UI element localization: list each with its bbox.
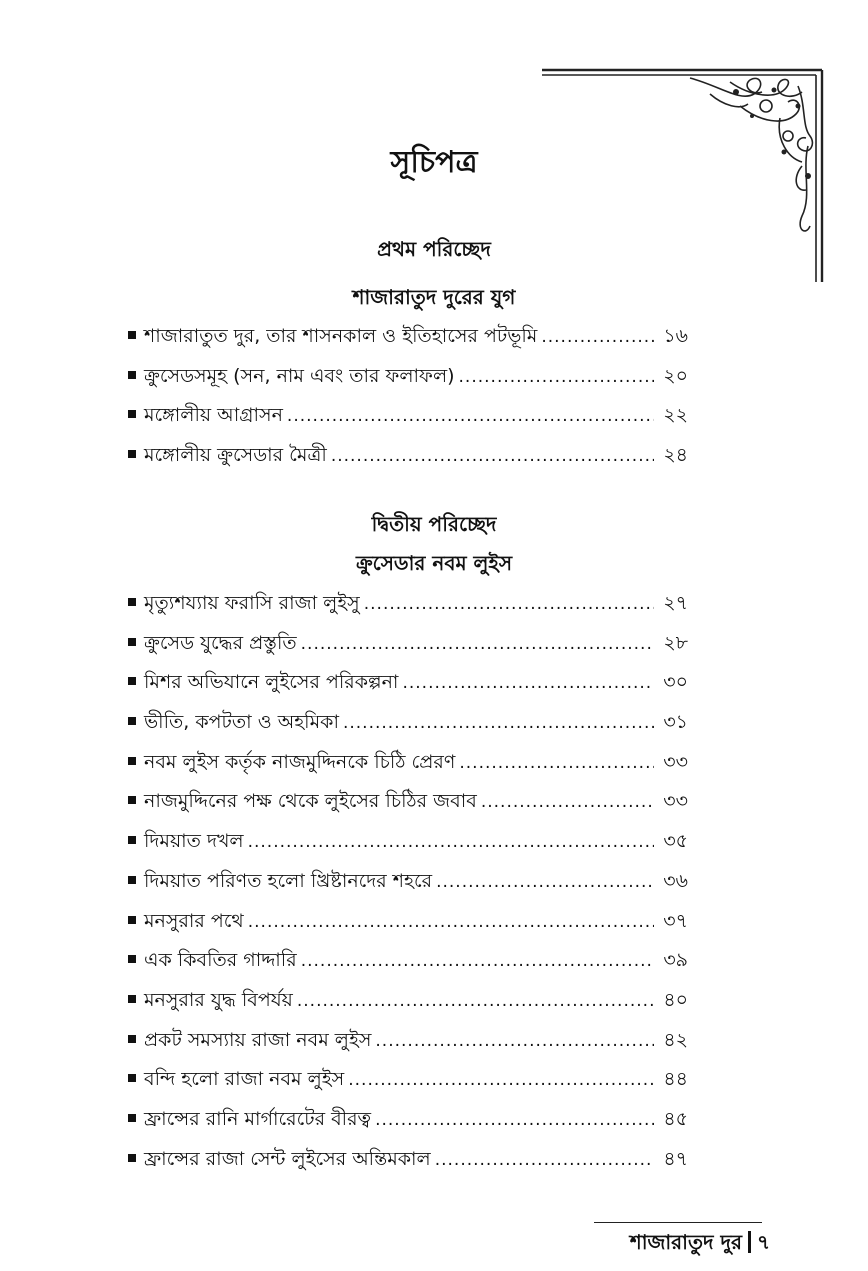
bullet-icon — [128, 876, 136, 884]
toc-entry-title: ক্রুসেডসমূহ (সন, নাম এবং তার ফলাফল) — [144, 364, 455, 387]
dot-leader — [287, 406, 654, 426]
dot-leader — [364, 594, 654, 614]
toc-entry-page: ৩৩ — [663, 790, 688, 813]
toc-entry-title: মঙ্গোলীয় আগ্রাসন — [144, 404, 283, 427]
dot-leader — [248, 912, 654, 932]
chapter-1-toc — [128, 322, 688, 481]
dot-leader — [435, 1150, 654, 1170]
toc-entry[interactable] — [128, 708, 688, 748]
toc-entry[interactable] — [128, 322, 688, 362]
bullet-icon — [128, 836, 136, 844]
toc-entry-page: ৪৭ — [663, 1147, 688, 1170]
dot-leader — [331, 446, 654, 466]
toc-entry-title: ভীতি, কপটতা ও অহমিকা — [144, 711, 339, 734]
toc-entry-page: ৪৫ — [663, 1107, 688, 1130]
toc-entry[interactable] — [128, 946, 688, 986]
dot-leader — [348, 1070, 654, 1090]
chapter-1-label: প্রথম পরিচ্ছেদ — [377, 237, 491, 261]
bullet-icon — [128, 1074, 136, 1082]
dot-leader — [402, 673, 654, 693]
dot-leader — [343, 713, 654, 733]
toc-entry-page: ২০ — [663, 364, 688, 387]
toc-entry-page: ৩১ — [663, 711, 688, 734]
toc-entry-page: ৪০ — [663, 988, 688, 1011]
toc-entry-title: নাজমুদ্দিনের পক্ষ থেকে লুইসের চিঠির জবাব — [144, 790, 477, 813]
toc-entry-title: মনসুরার পথে — [144, 909, 244, 932]
toc-entry-page: ১৬ — [663, 325, 688, 347]
dot-leader — [375, 1110, 654, 1130]
footer-separator — [748, 1231, 751, 1253]
bullet-icon — [128, 598, 136, 606]
toc-entry[interactable] — [128, 867, 688, 907]
toc-entry-page: ৪২ — [663, 1028, 688, 1051]
dot-leader — [481, 792, 654, 812]
toc-entry-title: শাজারাতুত দুর, তার শাসনকাল ও ইতিহাসের পটভূমি — [144, 325, 538, 347]
toc-entry[interactable] — [128, 1026, 688, 1066]
toc-entry-page: ২২ — [663, 404, 688, 427]
dot-leader — [375, 1031, 654, 1051]
toc-entry[interactable] — [128, 986, 688, 1026]
dot-leader — [301, 634, 654, 654]
bullet-icon — [128, 757, 136, 765]
toc-entry-page: ৪৪ — [663, 1068, 688, 1091]
bullet-icon — [128, 995, 136, 1003]
toc-entry-page: ৩৫ — [663, 830, 688, 853]
bullet-icon — [128, 955, 136, 963]
bullet-icon — [128, 331, 136, 339]
toc-entry-page: ২৮ — [663, 631, 688, 654]
toc-entry-title: মিশর অভিযানে লুইসের পরিকল্পনা — [144, 671, 399, 694]
toc-entry[interactable] — [128, 362, 688, 402]
toc-entry-title: মৃত্যুশয্যায় ফরাসি রাজা লুইসু — [144, 592, 360, 614]
toc-entry-title: দিময়াত পরিণত হলো খ্রিষ্টানদের শহরে — [144, 869, 433, 892]
toc-entry-title: ক্রুসেড যুদ্ধের প্রস্তুতি — [144, 631, 297, 654]
toc-entry-title: নবম লুইস কর্তৃক নাজমুদ্দিনকে চিঠি প্রেরণ — [144, 750, 456, 773]
dot-leader — [248, 832, 654, 852]
bullet-icon — [128, 1035, 136, 1043]
toc-entry[interactable] — [128, 748, 688, 788]
bullet-icon — [128, 410, 136, 418]
toc-entry[interactable] — [128, 668, 688, 708]
chapter-2-title: ক্রুসেডার নবম লুইস — [355, 551, 513, 575]
bullet-icon — [128, 916, 136, 924]
toc-entry-title: মনসুরার যুদ্ধ বিপর্যয় — [144, 988, 293, 1011]
bullet-icon — [128, 371, 136, 379]
bullet-icon — [128, 796, 136, 804]
bullet-icon — [128, 638, 136, 646]
toc-entry-page: ৩৯ — [663, 949, 688, 972]
dot-leader — [459, 753, 654, 773]
toc-entry-title: দিময়াত দখল — [144, 830, 244, 853]
toc-entry-title: মঙ্গোলীয় ক্রুসেডার মৈত্রী — [144, 444, 327, 467]
toc-entry[interactable] — [128, 827, 688, 867]
dot-leader — [541, 327, 654, 347]
toc-entry-title: এক কিবতির গাদ্দারি — [144, 949, 297, 972]
bullet-icon — [128, 717, 136, 725]
page-title: সূচিপত্র — [390, 145, 478, 180]
bullet-icon — [128, 450, 136, 458]
toc-entry[interactable] — [128, 589, 688, 629]
footer-page-number: ৭ — [756, 1230, 770, 1254]
toc-entry-title: বন্দি হলো রাজা নবম লুইস — [144, 1068, 345, 1091]
toc-entry-title: ফ্রান্সের রাজা সেন্ট লুইসের অন্তিমকাল — [144, 1147, 431, 1170]
dot-leader — [436, 872, 654, 892]
toc-entry[interactable] — [128, 787, 688, 827]
toc-entry-page: ৩৩ — [663, 750, 688, 773]
toc-entry[interactable] — [128, 1065, 688, 1105]
toc-entry[interactable] — [128, 441, 688, 481]
toc-entry-page: ৩৭ — [663, 909, 688, 932]
toc-entry-title: ফ্রান্সের রানি মার্গারেটের বীরত্ব — [144, 1107, 372, 1130]
dot-leader — [301, 951, 654, 971]
dot-leader — [297, 991, 654, 1011]
dot-leader — [459, 367, 654, 387]
toc-entry-page: ৩৬ — [663, 869, 688, 892]
toc-entry[interactable] — [128, 629, 688, 669]
bullet-icon — [128, 677, 136, 685]
toc-entry[interactable] — [128, 907, 688, 947]
bullet-icon — [128, 1154, 136, 1162]
toc-entry-page: ৩০ — [663, 671, 688, 694]
footer-rule — [594, 1222, 762, 1223]
footer-book-title: শাজারাতুদ দুর — [629, 1230, 742, 1254]
toc-entry-title: প্রকট সমস্যায় রাজা নবম লুইস — [144, 1028, 372, 1051]
chapter-2-label: দ্বিতীয় পরিচ্ছেদ — [371, 512, 497, 536]
toc-entry-page: ২৪ — [663, 444, 688, 467]
page-footer — [600, 1228, 770, 1261]
chapter-2-toc — [128, 589, 688, 1184]
chapter-1-title: শাজারাতুদ দুরের যুগ — [352, 285, 516, 309]
toc-entry-page: ২৭ — [663, 592, 688, 614]
toc-entry[interactable] — [128, 1105, 688, 1145]
bullet-icon — [128, 1114, 136, 1122]
toc-entry[interactable] — [128, 1145, 688, 1185]
toc-entry[interactable] — [128, 401, 688, 441]
